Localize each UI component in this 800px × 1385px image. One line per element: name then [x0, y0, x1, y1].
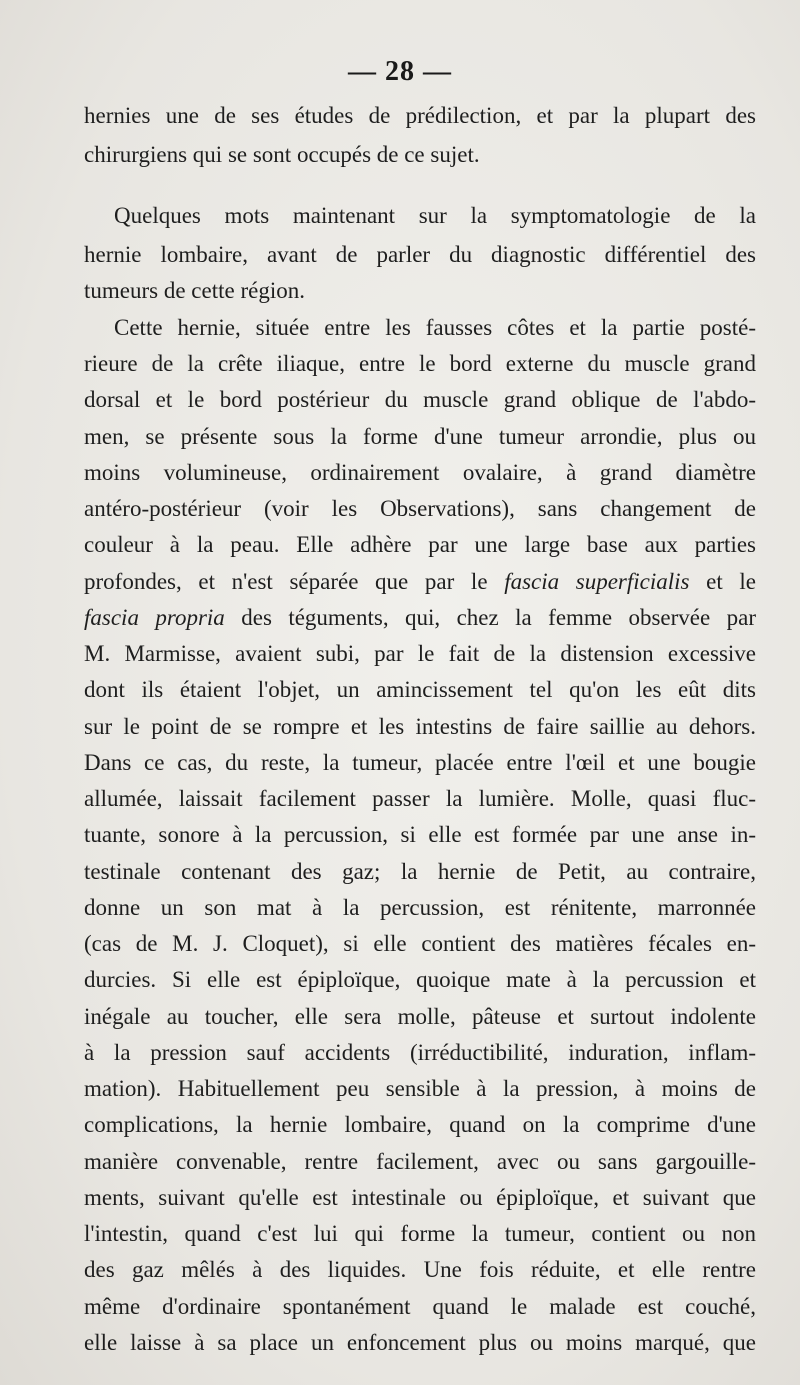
text-line: dorsal et le bord postérieur du muscle grand oblique de l'abdo- [84, 387, 756, 412]
text-line: sur le point de se rompre et les intestins de faire saillie au dehors. [84, 714, 756, 739]
page-number: — 28 — [348, 56, 452, 87]
text-line: l'intestin, quand c'est lui qui forme la tumeur, contient ou non [84, 1221, 756, 1246]
text-line: antéro-postérieur (voir les Observations), sans changement de [84, 496, 756, 521]
text-line: tuante, sonore à la percussion, si elle est formée par une anse in- [84, 822, 756, 847]
text-line: allumée, laissait facilement passer la lumière. Molle, quasi fluc- [84, 786, 756, 811]
text-line: Quelques mots maintenant sur la symptomatologie de la [114, 203, 756, 228]
text-line: Dans ce cas, du reste, la tumeur, placée entre l'œil et une bougie [84, 750, 756, 775]
text-line: dont ils étaient l'objet, un amincissement tel qu'on les eût dits [84, 677, 756, 702]
text-line: M. Marmisse, avaient subi, par le fait de la distension excessive [84, 641, 756, 666]
text-line: chirurgiens qui se sont occupés de ce sujet. [84, 142, 480, 167]
text-segment: des téguments, qui, chez la femme observée par [224, 605, 756, 630]
text-line: hernie lombaire, avant de parler du diagnostic différentiel des [84, 242, 756, 267]
italic-term: fascia propria [84, 605, 225, 630]
text-line: donne un son mat à la percussion, est rénitente, marronnée [84, 895, 756, 920]
text-line: couleur à la peau. Elle adhère par une large base aux parties [84, 532, 756, 557]
text-line: même d'ordinaire spontanément quand le malade est couché, [84, 1294, 756, 1319]
text-line: durcies. Si elle est épiploïque, quoique mate à la percussion et [84, 967, 756, 992]
text-line: mation). Habituellement peu sensible à la pression, à moins de [84, 1076, 756, 1101]
text-line: elle laisse à sa place un enfoncement plus ou moins marqué, que [84, 1330, 756, 1355]
text-line: ments, suivant qu'elle est intestinale ou épiploïque, et suivant que [84, 1185, 756, 1210]
text-line: tumeurs de cette région. [84, 278, 305, 303]
text-line [84, 563, 756, 601]
text-line: hernies une de ses études de prédilection, et par la plupart des [84, 103, 756, 128]
text-line: (cas de M. J. Cloquet), si elle contient des matières fécales en- [84, 931, 756, 956]
text-line [84, 599, 756, 637]
text-line: manière convenable, rentre facilement, avec ou sans gargouille- [84, 1149, 756, 1174]
italic-term: fascia superficialis [504, 569, 690, 594]
text-line: Cette hernie, située entre les fausses côtes et la partie posté- [114, 315, 756, 340]
text-segment: et le [689, 569, 756, 594]
text-line: moins volumineuse, ordinairement ovalaire, à grand diamètre [84, 460, 756, 485]
text-line: des gaz mêlés à des liquides. Une fois réduite, et elle rentre [84, 1257, 756, 1282]
text-line: men, se présente sous la forme d'une tumeur arrondie, plus ou [84, 424, 756, 449]
text-segment: profondes, et n'est séparée que par le [84, 569, 505, 594]
text-line: à la pression sauf accidents (irréductibilité, induration, inflam- [84, 1040, 756, 1065]
text-line: complications, la hernie lombaire, quand on la comprime d'une [84, 1112, 756, 1137]
text-line: rieure de la crête iliaque, entre le bord externe du muscle grand [84, 351, 756, 376]
text-line: testinale contenant des gaz; la hernie de Petit, au contraire, [84, 859, 756, 884]
text-line: inégale au toucher, elle sera molle, pâteuse et surtout indolente [84, 1004, 756, 1029]
